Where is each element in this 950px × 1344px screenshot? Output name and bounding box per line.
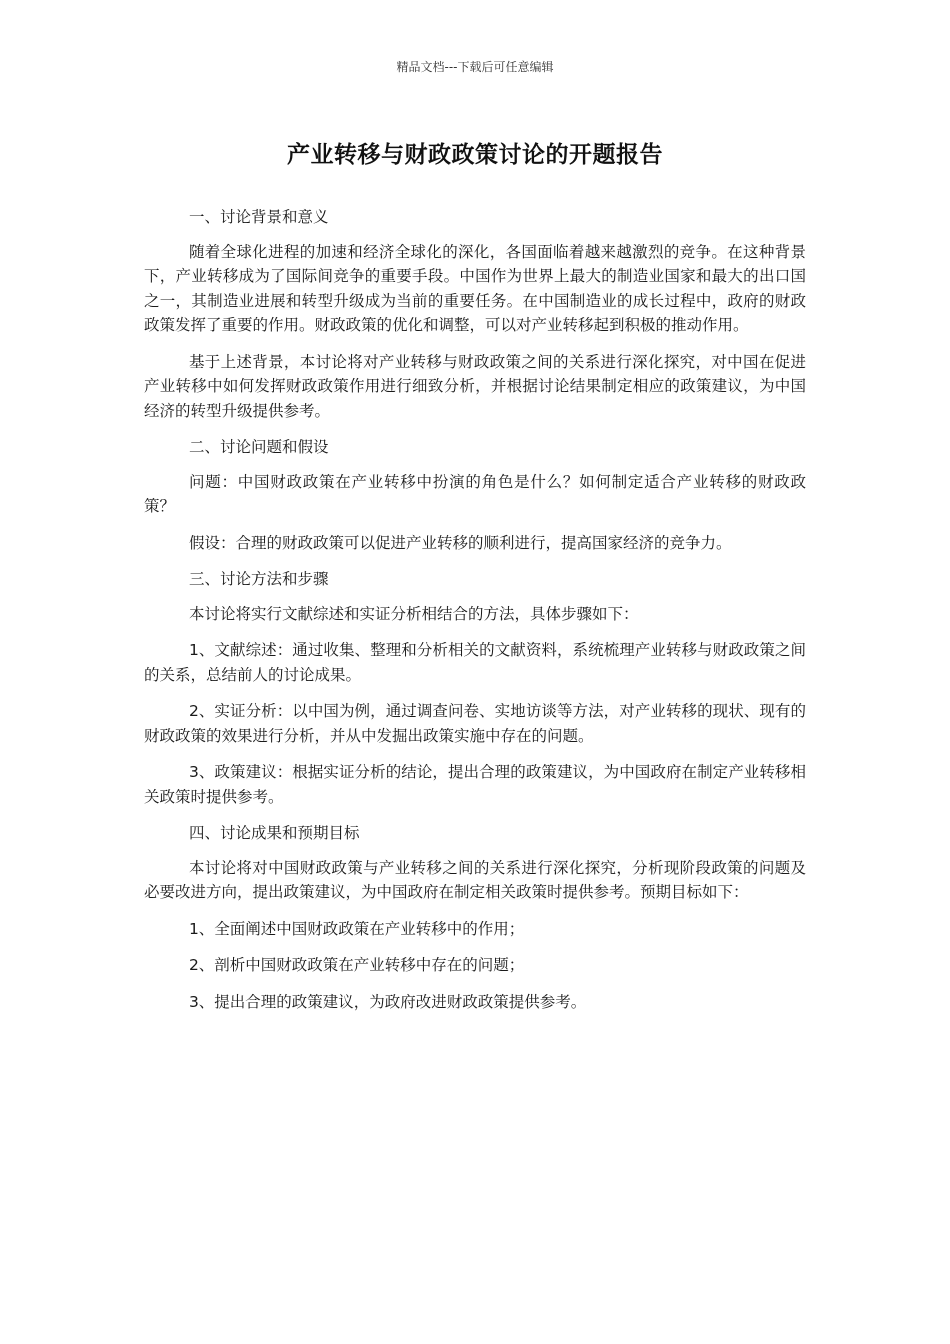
list-item-goal-3: 3、提出合理的政策建议，为政府改进财政政策提供参考。 — [188, 992, 587, 1011]
document-title: 产业转移与财政政策讨论的开题报告 — [287, 142, 663, 168]
document-body — [144, 205, 806, 1026]
list-item-goal-1: 1、全面阐述中国财政政策在产业转移中的作用； — [188, 919, 525, 938]
paragraph-methods-intro: 本讨论将实行文献综述和实证分析相结合的方法，具体步骤如下： — [188, 604, 639, 623]
paragraph-outcomes: 本讨论将对中国财政政策与产业转移之间的关系进行深化探究，分析现阶段政策的问题及必要改进方向，提出政策建议，为中国政府在制定相关政策时提供参考。预期目标如下： — [144, 858, 806, 901]
section-heading-outcomes: 四、讨论成果和预期目标 — [188, 824, 360, 842]
paragraph-hypothesis: 假设：合理的财政政策可以促进产业转移的顺利进行，提高国家经济的竞争力。 — [188, 533, 732, 552]
list-item-literature-review: 1、文献综述：通过收集、整理和分析相关的文献资料，系统梳理产业转移与财政政策之间的关系，总结前人的讨论成果。 — [144, 641, 806, 684]
paragraph-research-purpose: 基于上述背景，本讨论将对产业转移与财政政策之间的关系进行深化探究，对中国在促进产业转移中如何发挥财政政策作用进行细致分析，并根据讨论结果制定相应的政策建议，为中国经济的转型升级提供参考。 — [144, 352, 806, 420]
list-item-empirical-analysis: 2、实证分析：以中国为例，通过调查问卷、实地访谈等方法，对产业转移的现状、现有的财政政策的效果进行分析，并从中发掘出政策实施中存在的问题。 — [144, 702, 806, 745]
paragraph-question: 问题：中国财政政策在产业转移中扮演的角色是什么？如何制定适合产业转移的财政政策？ — [144, 472, 806, 515]
list-item-policy-advice: 3、政策建议：根据实证分析的结论，提出合理的政策建议，为中国政府在制定产业转移相关政策时提供参考。 — [144, 763, 806, 806]
header-note: 精品文档---下载后可任意编辑 — [396, 60, 554, 74]
section-heading-questions: 二、讨论问题和假设 — [188, 438, 329, 456]
paragraph-background: 随着全球化进程的加速和经济全球化的深化，各国面临着越来越激烈的竞争。在这种背景下，产业转移成为了国际间竞争的重要手段。中国作为世界上最大的制造业国家和最大的出口国之一，其制造业进展和转型升级成为当前的重要任务。在中国制造业的成长过程中，政府的财政政策发挥了重要的作用。财政政策的优化和调整，可以对产业转移起到积极的推动作用。 — [144, 242, 806, 334]
section-heading-methods: 三、讨论方法和步骤 — [188, 570, 329, 588]
list-item-goal-2: 2、剖析中国财政政策在产业转移中存在的问题； — [188, 956, 525, 974]
section-heading-background: 一、讨论背景和意义 — [188, 208, 329, 226]
